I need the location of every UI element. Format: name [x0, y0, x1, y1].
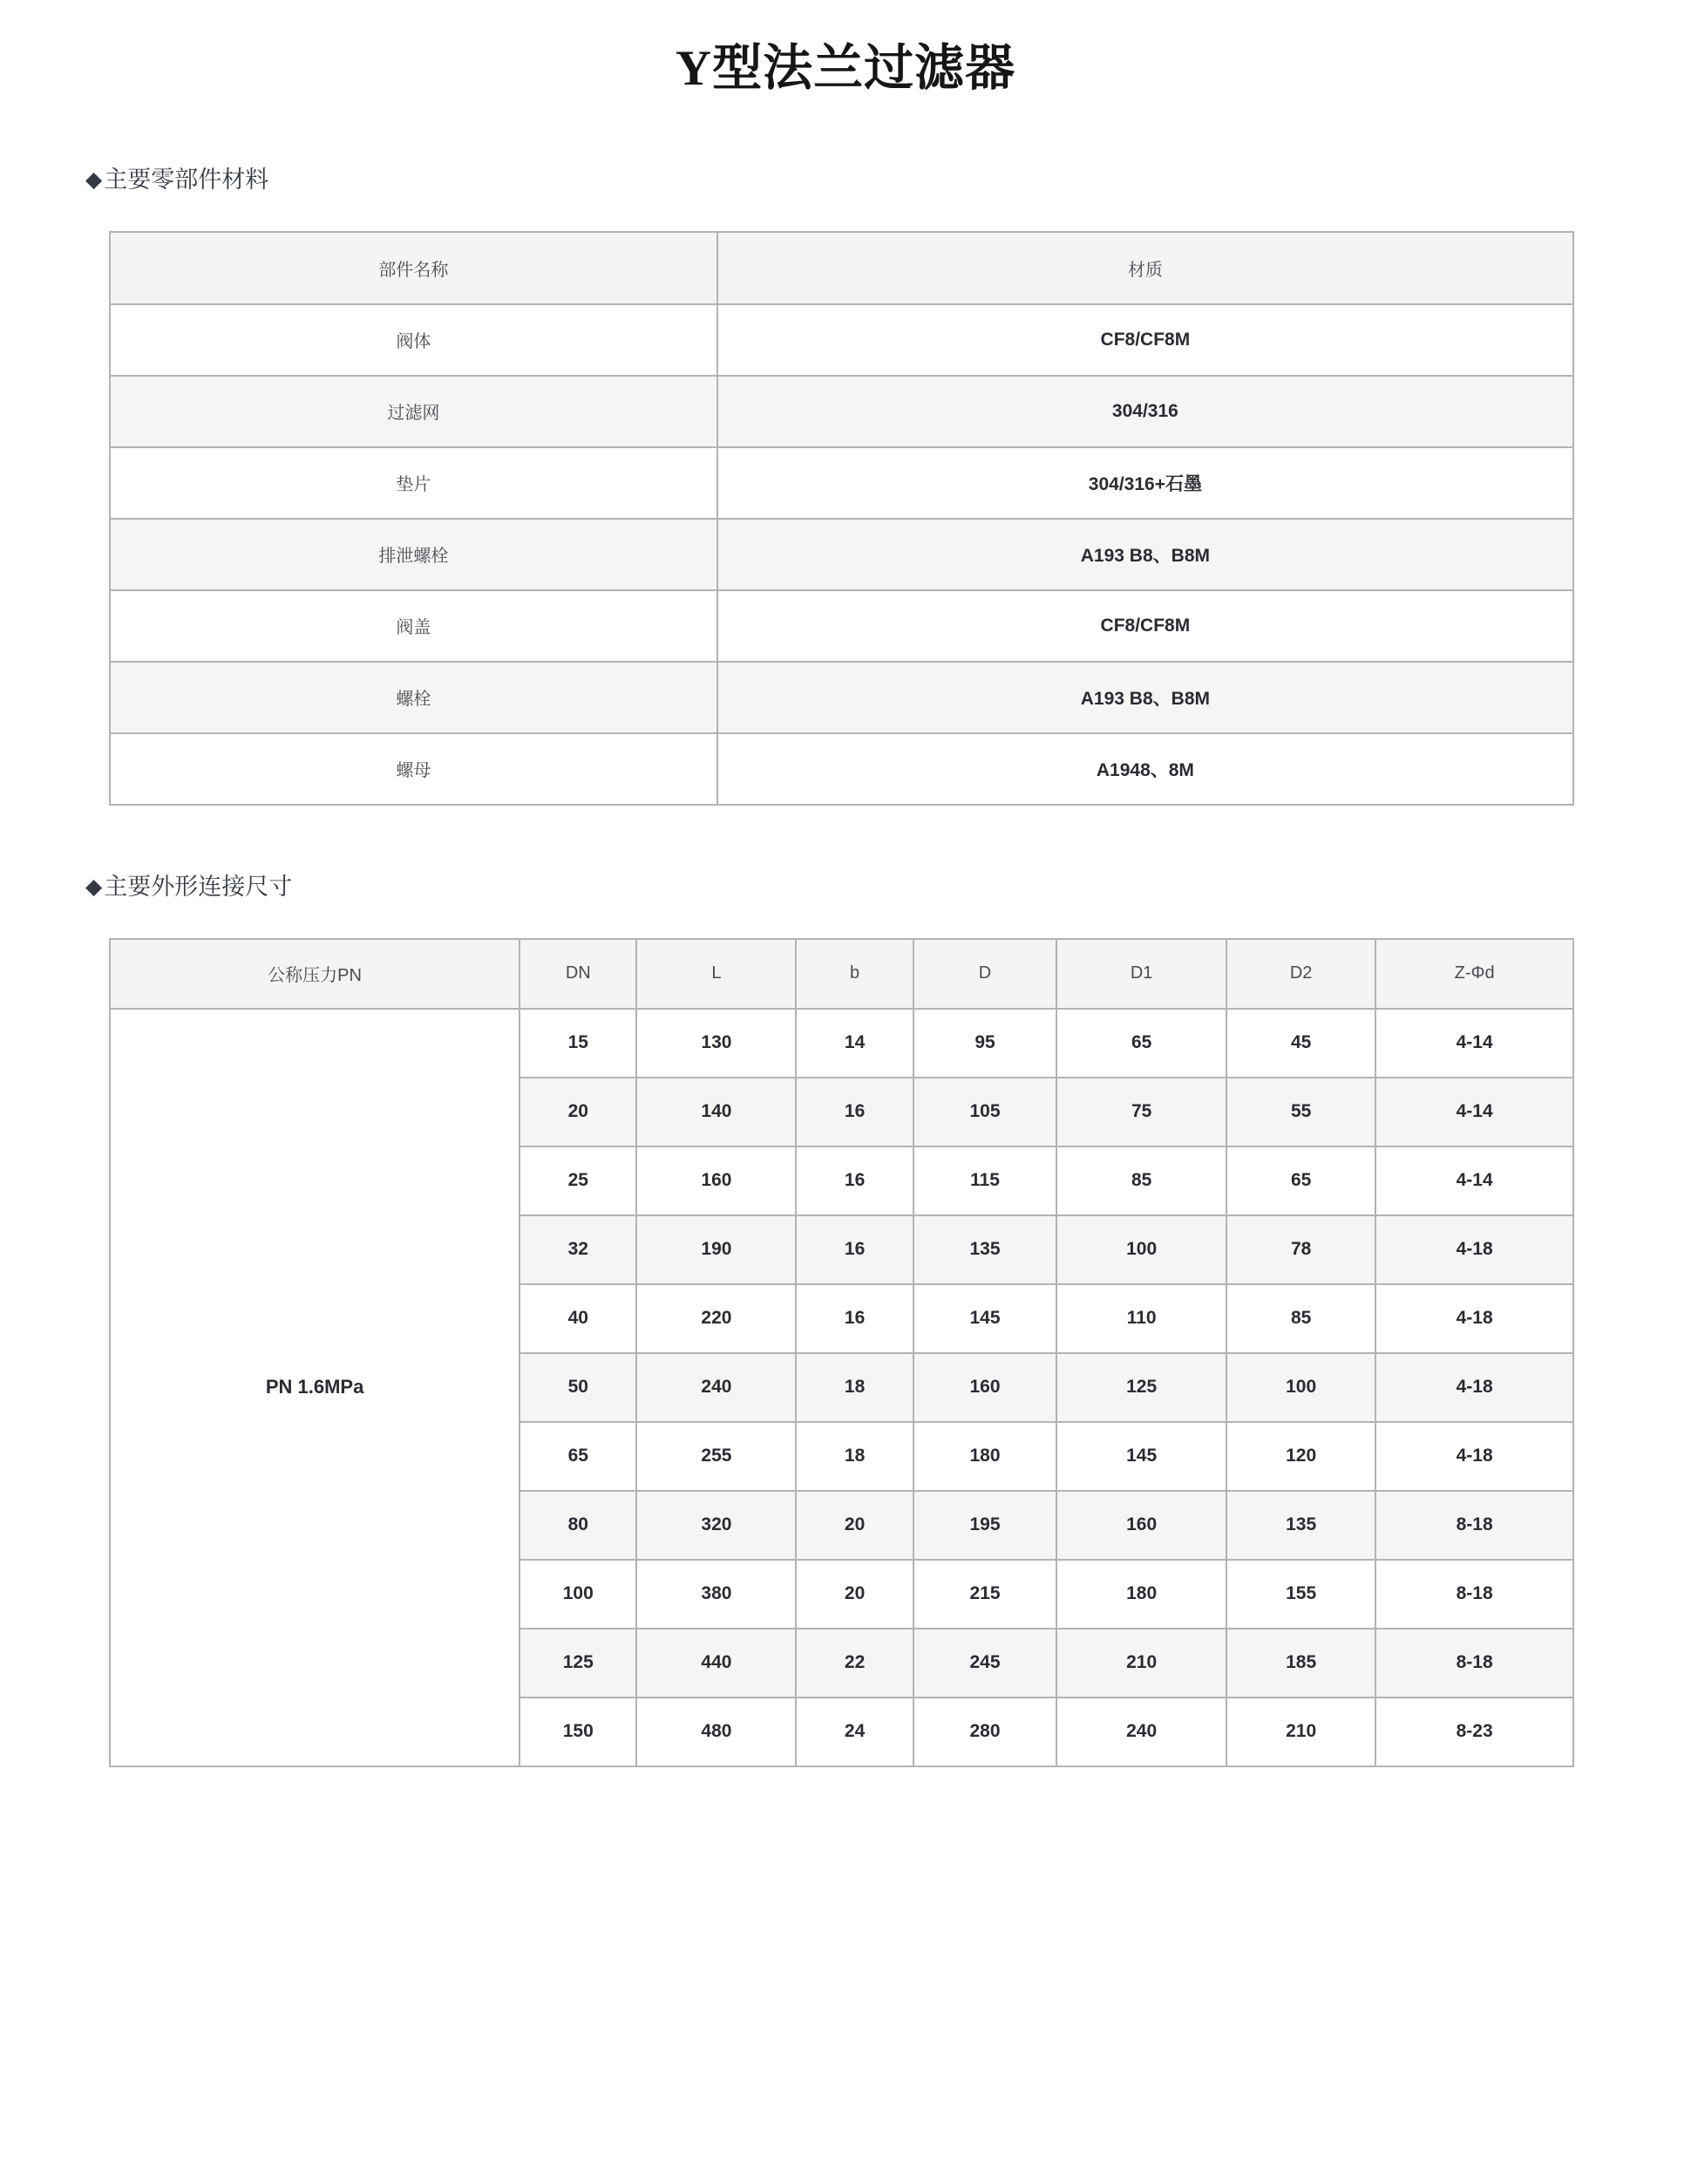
- section-heading-dimensions: [0, 875, 1691, 899]
- cell-dn: 20: [520, 1078, 636, 1146]
- cell-b: 16: [796, 1284, 913, 1353]
- cell-dn: 32: [520, 1215, 636, 1284]
- cell-d1: 125: [1056, 1353, 1226, 1422]
- table-row: [110, 376, 1573, 447]
- cell-dn: 100: [520, 1560, 636, 1629]
- cell-d: 105: [913, 1078, 1057, 1146]
- table-header-row: [110, 939, 1573, 1009]
- cell-zfd: 4-18: [1375, 1284, 1573, 1353]
- cell-d2: 45: [1226, 1009, 1375, 1078]
- table-header-row: [110, 232, 1573, 304]
- cell-d: 215: [913, 1560, 1057, 1629]
- cell-l: 160: [636, 1146, 796, 1215]
- dimensions-table-body: [110, 1009, 1573, 1766]
- cell-l: 380: [636, 1560, 796, 1629]
- cell-d: 280: [913, 1698, 1057, 1766]
- cell-part-name: 阀盖: [110, 590, 717, 662]
- cell-d2: 78: [1226, 1215, 1375, 1284]
- column-header-l: L: [636, 939, 796, 1009]
- cell-d2: 210: [1226, 1698, 1375, 1766]
- page-title: Y型法兰过滤器: [675, 41, 1016, 96]
- dimensions-table-head: [110, 939, 1573, 1009]
- cell-pressure-label: PN 1.6MPa: [110, 1009, 520, 1766]
- table-row: [110, 519, 1573, 590]
- cell-dn: 125: [520, 1629, 636, 1698]
- column-header-b: b: [796, 939, 913, 1009]
- table-row: [110, 447, 1573, 519]
- cell-d2: 185: [1226, 1629, 1375, 1698]
- column-header-zfd: Z-Φd: [1375, 939, 1573, 1009]
- cell-d2: 55: [1226, 1078, 1375, 1146]
- cell-d1: 210: [1056, 1629, 1226, 1698]
- cell-b: 24: [796, 1698, 913, 1766]
- cell-d: 245: [913, 1629, 1057, 1698]
- cell-part-name: 螺栓: [110, 662, 717, 733]
- cell-d1: 240: [1056, 1698, 1226, 1766]
- column-header-part-name: 部件名称: [110, 232, 717, 304]
- cell-material: CF8/CF8M: [717, 304, 1573, 376]
- cell-zfd: 4-18: [1375, 1422, 1573, 1491]
- cell-d: 195: [913, 1491, 1057, 1560]
- cell-d1: 180: [1056, 1560, 1226, 1629]
- cell-material: A193 B8、B8M: [717, 519, 1573, 590]
- cell-zfd: 4-14: [1375, 1009, 1573, 1078]
- cell-zfd: 8-18: [1375, 1560, 1573, 1629]
- cell-zfd: 4-14: [1375, 1146, 1573, 1215]
- cell-b: 16: [796, 1146, 913, 1215]
- cell-b: 18: [796, 1422, 913, 1491]
- cell-l: 140: [636, 1078, 796, 1146]
- materials-table-wrap: [0, 231, 1691, 806]
- table-row: [110, 733, 1573, 805]
- diamond-bullet-icon: ◆: [85, 167, 103, 192]
- materials-table-head: [110, 232, 1573, 304]
- materials-table: [109, 231, 1574, 806]
- cell-part-name: 垫片: [110, 447, 717, 519]
- cell-l: 255: [636, 1422, 796, 1491]
- column-header-d2: D2: [1226, 939, 1375, 1009]
- cell-l: 440: [636, 1629, 796, 1698]
- cell-b: 22: [796, 1629, 913, 1698]
- cell-d: 135: [913, 1215, 1057, 1284]
- dimensions-table-wrap: [0, 938, 1691, 1767]
- cell-material: CF8/CF8M: [717, 590, 1573, 662]
- cell-d1: 110: [1056, 1284, 1226, 1353]
- cell-d1: 160: [1056, 1491, 1226, 1560]
- cell-b: 16: [796, 1078, 913, 1146]
- cell-material: A1948、8M: [717, 733, 1573, 805]
- cell-b: 14: [796, 1009, 913, 1078]
- cell-dn: 25: [520, 1146, 636, 1215]
- cell-b: 20: [796, 1491, 913, 1560]
- cell-d2: 155: [1226, 1560, 1375, 1629]
- cell-d: 115: [913, 1146, 1057, 1215]
- cell-d1: 65: [1056, 1009, 1226, 1078]
- cell-part-name: 排泄螺栓: [110, 519, 717, 590]
- cell-l: 190: [636, 1215, 796, 1284]
- cell-d: 180: [913, 1422, 1057, 1491]
- materials-table-body: [110, 304, 1573, 805]
- diamond-bullet-icon: ◆: [85, 874, 103, 899]
- cell-l: 480: [636, 1698, 796, 1766]
- cell-d2: 120: [1226, 1422, 1375, 1491]
- cell-zfd: 4-18: [1375, 1215, 1573, 1284]
- table-row: [110, 304, 1573, 376]
- cell-dn: 15: [520, 1009, 636, 1078]
- cell-d: 160: [913, 1353, 1057, 1422]
- cell-d2: 85: [1226, 1284, 1375, 1353]
- table-row: [110, 590, 1573, 662]
- column-header-pn: 公称压力PN: [110, 939, 520, 1009]
- cell-d: 145: [913, 1284, 1057, 1353]
- column-header-dn: DN: [520, 939, 636, 1009]
- cell-dn: 50: [520, 1353, 636, 1422]
- table-row: [110, 1009, 1573, 1078]
- cell-material: A193 B8、B8M: [717, 662, 1573, 733]
- cell-dn: 150: [520, 1698, 636, 1766]
- section-heading-materials-label: 主要零部件材料: [104, 166, 269, 193]
- cell-d1: 145: [1056, 1422, 1226, 1491]
- cell-zfd: 4-18: [1375, 1353, 1573, 1422]
- cell-b: 16: [796, 1215, 913, 1284]
- column-header-d1: D1: [1056, 939, 1226, 1009]
- cell-d2: 65: [1226, 1146, 1375, 1215]
- cell-d1: 75: [1056, 1078, 1226, 1146]
- cell-b: 18: [796, 1353, 913, 1422]
- table-row: [110, 662, 1573, 733]
- cell-b: 20: [796, 1560, 913, 1629]
- cell-part-name: 阀体: [110, 304, 717, 376]
- cell-material: 304/316: [717, 376, 1573, 447]
- cell-dn: 80: [520, 1491, 636, 1560]
- section-heading-materials: [0, 168, 1691, 192]
- column-header-d: D: [913, 939, 1057, 1009]
- cell-d: 95: [913, 1009, 1057, 1078]
- cell-part-name: 螺母: [110, 733, 717, 805]
- cell-dn: 40: [520, 1284, 636, 1353]
- cell-l: 130: [636, 1009, 796, 1078]
- cell-zfd: 8-18: [1375, 1629, 1573, 1698]
- cell-d2: 135: [1226, 1491, 1375, 1560]
- section-heading-dimensions-label: 主要外形连接尺寸: [104, 873, 293, 900]
- cell-material: 304/316+石墨: [717, 447, 1573, 519]
- cell-l: 220: [636, 1284, 796, 1353]
- column-header-material: 材质: [717, 232, 1573, 304]
- cell-zfd: 8-23: [1375, 1698, 1573, 1766]
- cell-d1: 100: [1056, 1215, 1226, 1284]
- cell-part-name: 过滤网: [110, 376, 717, 447]
- cell-zfd: 8-18: [1375, 1491, 1573, 1560]
- cell-l: 320: [636, 1491, 796, 1560]
- cell-zfd: 4-14: [1375, 1078, 1573, 1146]
- cell-l: 240: [636, 1353, 796, 1422]
- page-bottom-spacer: [0, 1767, 1691, 1835]
- dimensions-table: [109, 938, 1574, 1767]
- cell-dn: 65: [520, 1422, 636, 1491]
- cell-d2: 100: [1226, 1353, 1375, 1422]
- cell-d1: 85: [1056, 1146, 1226, 1215]
